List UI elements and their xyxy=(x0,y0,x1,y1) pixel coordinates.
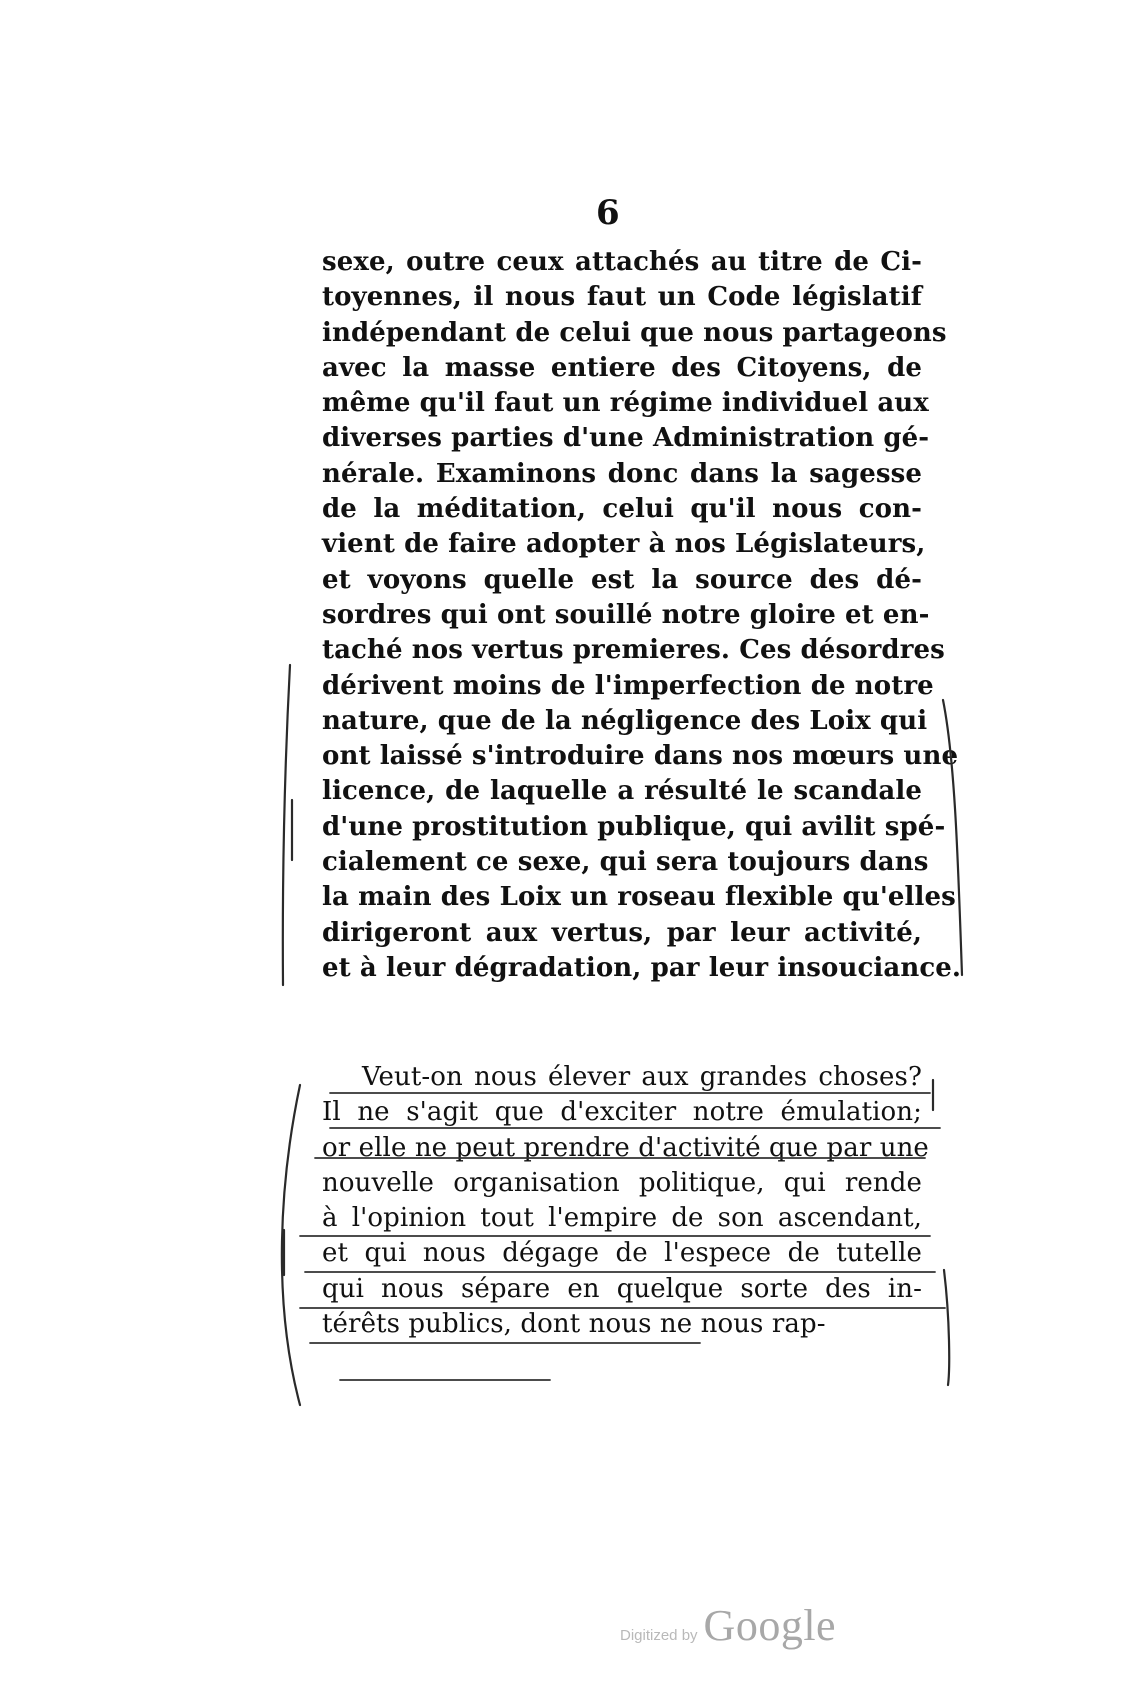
text-line: nérale. Examinons donc dans la sagesse xyxy=(322,458,922,489)
text-line: à l'opinion tout l'empire de son ascendant, xyxy=(322,1203,922,1234)
text-line: dérivent moins de l'imperfection de notre xyxy=(322,670,934,701)
text-line: ont laissé s'introduire dans nos mœurs une xyxy=(322,741,959,772)
text-line: qui nous sépare en quelque sorte des in- xyxy=(322,1273,922,1304)
paragraph-1 xyxy=(322,245,962,986)
text-line: la main des Loix un roseau flexible qu'elles xyxy=(322,882,956,913)
text-line: dirigeront aux vertus, par leur activité, xyxy=(322,917,922,948)
text-line: indépendant de celui que nous partageons xyxy=(322,317,947,348)
text-line: sordres qui ont souillé notre gloire et en- xyxy=(322,599,930,630)
text-line: vient de faire adopter à nos Législateurs, xyxy=(322,529,926,560)
text-line: Il ne s'agit que d'exciter notre émulation; xyxy=(322,1097,922,1128)
text-line: diverses parties d'une Administration gé- xyxy=(322,423,930,454)
watermark-prefix: Digitized by xyxy=(620,1627,698,1644)
text-line: et à leur dégradation, par leur insouciance. xyxy=(322,952,962,983)
text-line: sexe, outre ceux attachés au titre de Ci- xyxy=(322,247,922,277)
text-line: de la méditation, celui qu'il nous con- xyxy=(322,494,922,525)
text-line: cialement ce sexe, qui sera toujours dans xyxy=(322,847,929,878)
text-line: nouvelle organisation politique, qui rende xyxy=(322,1167,922,1198)
text-line: avec la masse entiere des Citoyens, de xyxy=(322,352,922,383)
page-number: 6 xyxy=(596,193,620,233)
text-line: d'une prostitution publique, qui avilit spé- xyxy=(322,811,946,842)
margin-bracket-right-3 xyxy=(944,1270,949,1385)
text-line: Veut-on nous élever aux grandes choses? xyxy=(362,1062,922,1092)
google-logo: Google xyxy=(703,1601,837,1650)
text-line: licence, de laquelle a résulté le scandale xyxy=(322,776,922,807)
text-line: toyennes, il nous faut un Code législatif xyxy=(322,282,922,313)
text-line: térêts publics, dont nous ne nous rap- xyxy=(322,1309,826,1340)
margin-bracket-left xyxy=(283,665,290,985)
text-line: et qui nous dégage de l'espece de tutelle xyxy=(322,1238,922,1269)
text-line: même qu'il faut un régime individuel aux xyxy=(322,388,929,419)
text-line: et voyons quelle est la source des dé- xyxy=(322,564,922,595)
paragraph-2 xyxy=(322,1060,929,1342)
digitized-by-google-watermark xyxy=(620,1600,836,1651)
text-line: or elle ne peut prendre d'activité que par une xyxy=(322,1132,929,1163)
text-line: taché nos vertus premieres. Ces désordres xyxy=(322,635,945,666)
text-line: nature, que de la négligence des Loix qui xyxy=(322,705,928,736)
margin-bracket-left-2 xyxy=(282,1085,300,1405)
